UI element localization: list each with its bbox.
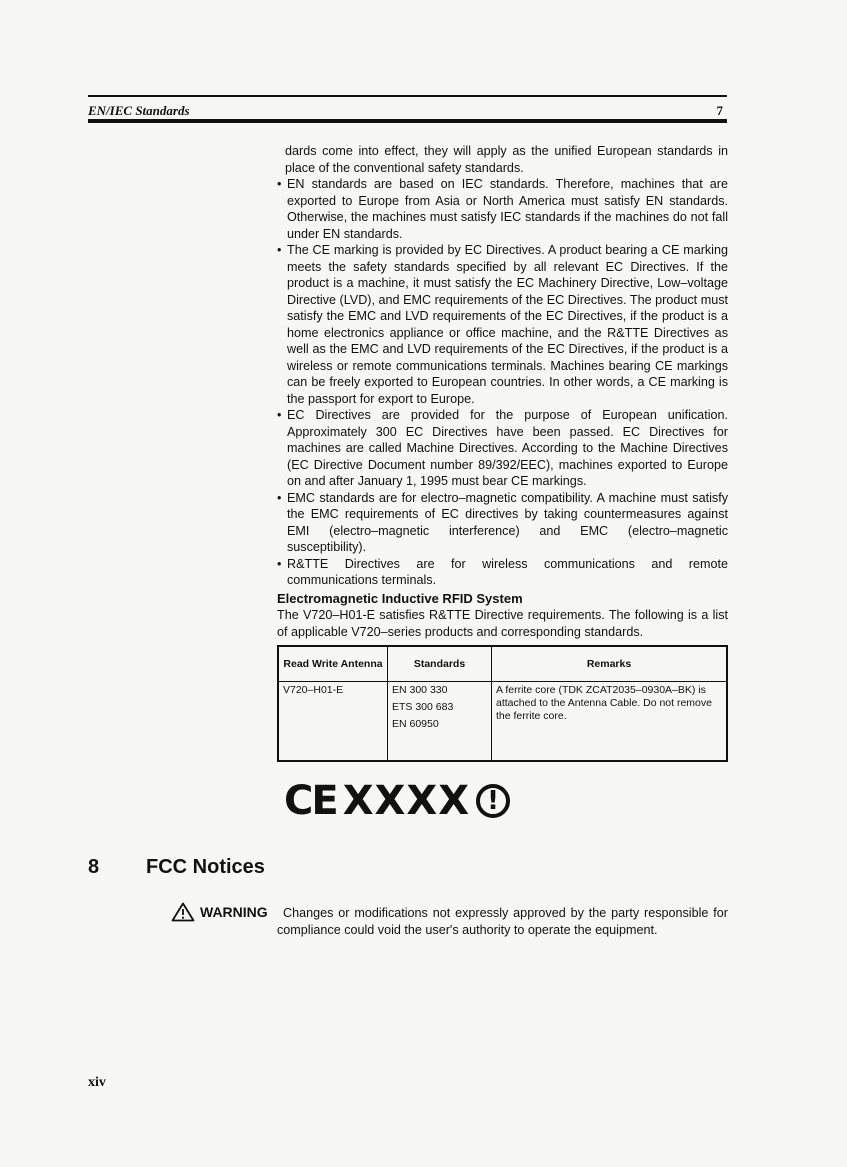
cell-standards [388,682,492,762]
section-title: FCC Notices [146,856,265,878]
standard-item: ETS 300 683 [392,701,454,713]
alert-symbol: ! [487,786,499,816]
warning-text [277,905,728,938]
header-title: EN/IEC Standards [88,103,190,118]
table-row [278,682,727,762]
warning-triangle-icon [171,902,195,922]
cell-antenna: V720–H01-E [278,682,388,762]
alert-circle-icon [476,784,510,818]
rfid-intro: The V720–H01-E satisfies R&TTE Directive requirements. The following is a list of applicable V720–series products and corresponding standards. [277,608,728,639]
ce-letters: CE [284,778,337,824]
header-page-number: 7 [716,103,723,118]
section-number: 8 [88,856,100,878]
col-header-standards: Standards [388,646,492,682]
cell-remarks: A ferrite core (TDK ZCAT2035–0930A–BK) is attached to the Antenna Cable. Do not remove the ferrite core. [492,682,728,762]
warning-body: Changes or modifications not expressly approved by the party responsible for compliance could void the user's authority to operate the equipment. [277,906,728,937]
table-header-row [278,646,727,682]
rfid-heading: Electromagnetic Inductive RFID System [277,590,523,606]
standard-item: EN 300 330 [392,684,448,696]
col-header-remarks: Remarks [492,646,728,682]
standards-table [277,645,728,762]
footer-page-number: xiv [88,1075,106,1090]
bullet-item: • EMC standards are for electro–magnetic compatibility. A machine must satisfy the EMC requirements of EC directives by taking countermeasures against EMI (electro–magnetic interference) and EMC (electro–magnetic susceptibility). [277,490,728,556]
ce-notified-body-number: XXXX [342,778,471,824]
standard-item: EN 60950 [392,718,439,730]
bullet-list [277,176,728,589]
header-rule [88,119,727,123]
ce-mark [284,776,510,826]
bullet-item: • R&TTE Directives are for wireless communications and remote communications terminals. [277,556,728,589]
warning-label [171,902,268,922]
bullet-item: • The CE marking is provided by EC Directives. A product bearing a CE marking meets the safety standards specified by all relevant EC Directives. If the product is a machine, it must satisfy the EC Machinery Directive, Low–voltage Directive (LVD), and EMC requirements of the EC Directives. The product must satisfy the EMC and LVD requirements of the EC Directives, if the product is a home electronics appliance or office machine, and the R&TTE Directives as well as the EMC and LVD requirements of the EC Directives, if the product is a wireless or remote communications terminals. Machines bearing CE markings can be freely exported to European countries. In other words, a CE marking is the passport for export to Europe. [277,242,728,407]
col-header-antenna: Read Write Antenna [278,646,388,682]
warning-word: WARNING [200,904,268,920]
main-content [277,143,728,762]
page-header [88,95,727,123]
bullet-item: • EN standards are based on IEC standards. Therefore, machines that are exported to Europe from Asia or North America must satisfy EN standards. Otherwise, the machines must satisfy IEC standards if the machines do not fall under EN standards. [277,176,728,242]
bullet-item: • EC Directives are provided for the purpose of European unification. Approximately 300 EC Directives have been passed. EC Directives for machines are called Machine Directives. According to the Machine Directives (EC Directive Document number 89/392/EEC), machines exported to Europe on and after January 1, 1995 must bear CE markings. [277,407,728,490]
intro-continuation: dards come into effect, they will apply as the unified European standards in place of the conventional safety standards. [285,144,728,175]
